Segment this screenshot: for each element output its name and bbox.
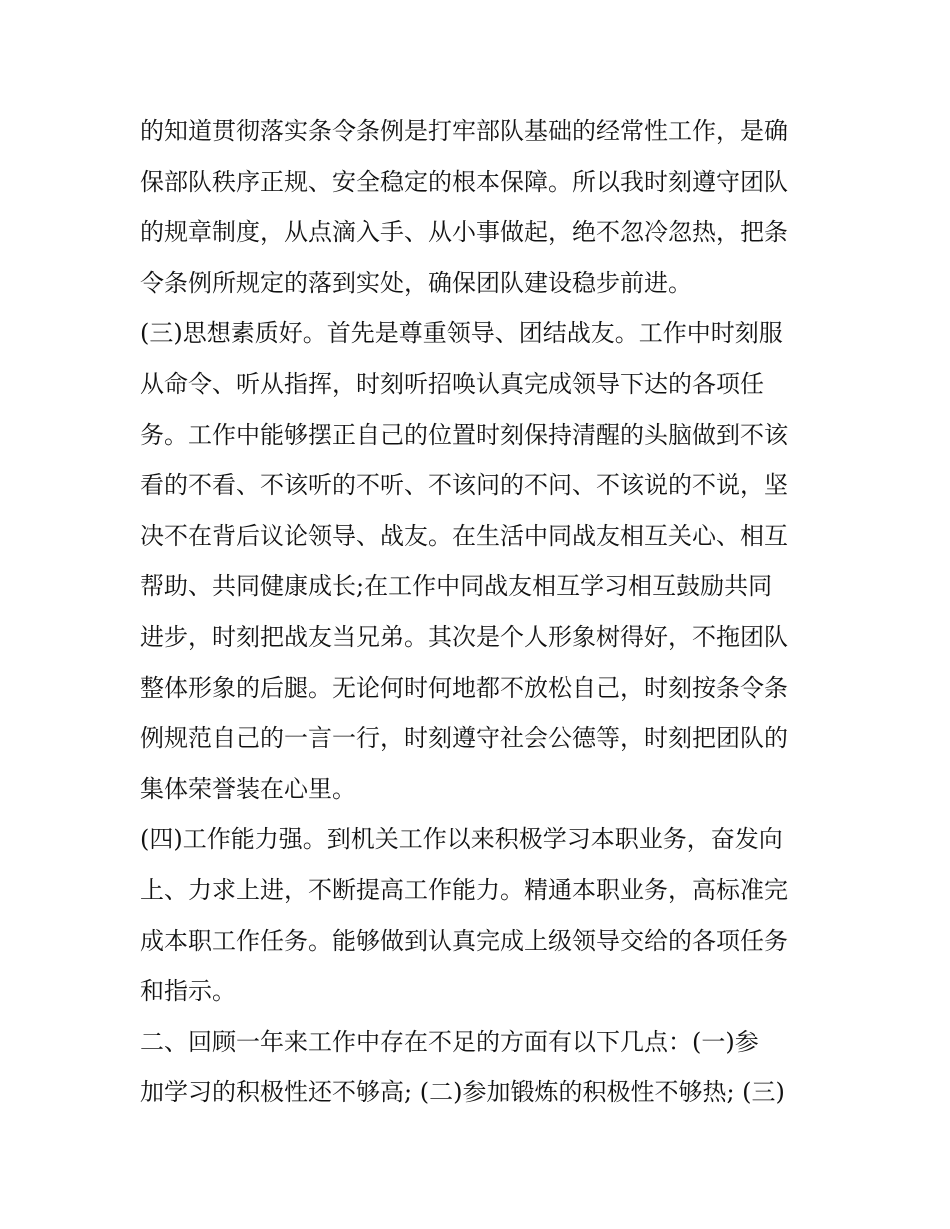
text-line-13: 例规范自己的一言一行，时刻遵守社会公德等，时刻把团队的	[140, 724, 788, 753]
text-line-19: 二、回顾一年来工作中存在不足的方面有以下几点：(一)参	[140, 1027, 759, 1056]
text-line-7: 务。工作中能够摆正自己的位置时刻保持清醒的头脑做到不该	[140, 420, 788, 449]
text-line-5: (三)思想素质好。首先是尊重领导、团结战友。工作中时刻服	[140, 319, 783, 348]
text-line-2: 保部队秩序正规、安全稳定的根本保障。所以我时刻遵守团队	[140, 167, 788, 196]
text-line-8: 看的不看、不该听的不听、不该问的不问、不该说的不说，坚	[140, 471, 788, 500]
text-line-15: (四)工作能力强。到机关工作以来积极学习本职业务，奋发向	[140, 825, 783, 854]
text-line-10: 帮助、共同健康成长;在工作中同战友相互学习相互鼓励共同	[140, 572, 773, 601]
text-line-14: 集体荣誉装在心里。	[140, 774, 356, 803]
text-line-4: 令条例所规定的落到实处，确保团队建设稳步前进。	[140, 268, 692, 297]
text-line-16: 上、力求上进，不断提高工作能力。精通本职业务，高标准完	[140, 875, 788, 904]
text-line-6: 从命令、听从指挥，时刻听招唤认真完成领导下达的各项任	[140, 369, 764, 398]
text-line-20: 加学习的积极性还不够高; (二)参加锻炼的积极性不够热; (三)	[140, 1078, 785, 1107]
text-line-3: 的规章制度，从点滴入手、从小事做起，绝不忽冷忽热，把条	[140, 218, 788, 247]
body-text	[140, 106, 830, 1118]
text-line-12: 整体形象的后腿。无论何时何地都不放松自己，时刻按条令条	[140, 673, 788, 702]
text-line-17: 成本职工作任务。能够做到认真完成上级领导交给的各项任务	[140, 926, 788, 955]
text-line-1: 的知道贯彻落实条令条例是打牢部队基础的经常性工作，是确	[140, 117, 788, 145]
text-line-9: 决不在背后议论领导、战友。在生活中同战友相互关心、相互	[140, 521, 788, 550]
text-line-18: 和指示。	[140, 977, 236, 1006]
text-line-11: 进步，时刻把战友当兄弟。其次是个人形象树得好，不拖团队	[140, 622, 788, 651]
